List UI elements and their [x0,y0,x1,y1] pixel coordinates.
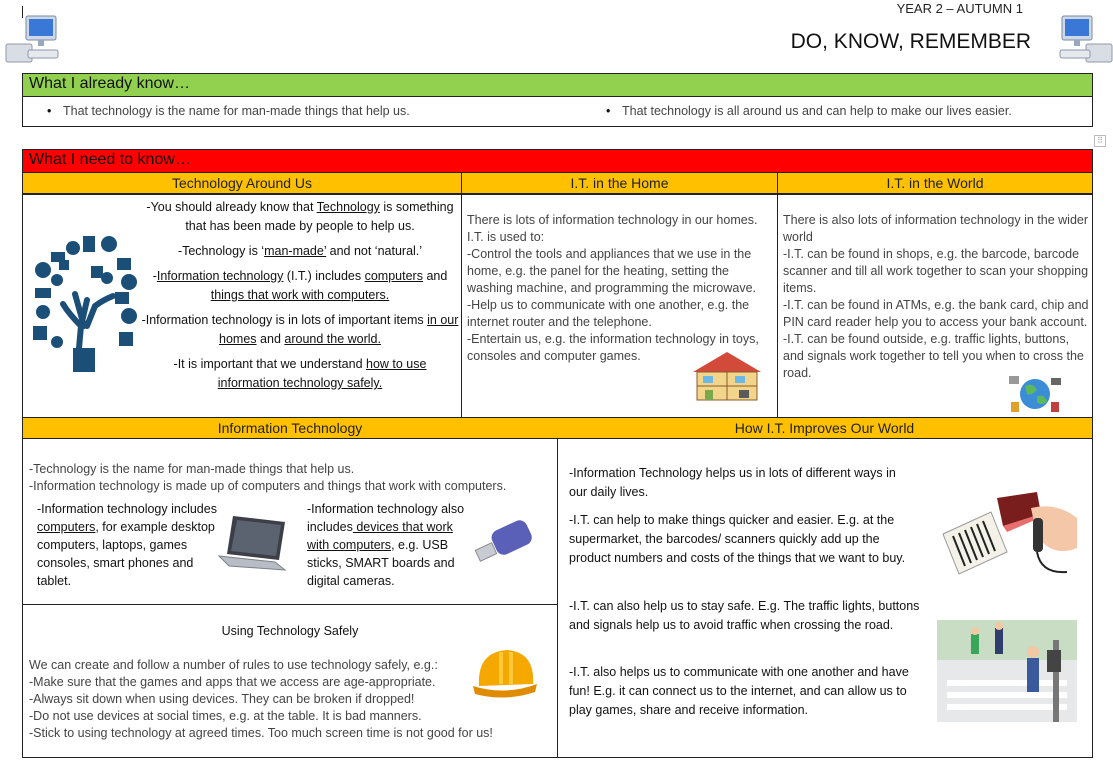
info-tech-section [22,417,558,605]
technology-tree-icon [29,230,141,372]
world-text: There is also lots of information technology in the wider world -I.T. can be found in shops, e.g. the barcode, barcode scanner and till all work together to scan your shopping items. -I.T. can be found in ATMs, e.g. the bank card, chip and PIN card reader help you to access your bank account. -I.T. can be found outside, e.g. traffic lights, buttons, and signals work together to tell you when to cross the road. [783,213,1089,380]
already-know-section [22,73,1093,127]
improves-para-3: -I.T. can also help us to stay safe. E.g. The traffic lights, buttons and signals help us to avoid traffic when crossing the road. [569,599,920,632]
globe-devices-icon [1007,372,1063,416]
usb-stick-icon [473,518,539,570]
info-tech-intro: -Technology is the name for man-made things that help us. -Information technology is made up of computers and things that work with computers. [29,462,507,493]
already-know-bullet-2: • That technology is all around us and can help to make our lives easier. [606,103,1012,120]
home-text: There is lots of information technology in our homes. I.T. is used to: -Control the tools and appliances that we use in the home, e.g. the panel for the heating, setting the washing machine, and programming the microwave. -Help us to communicate with one another, e.g. the internet router and the telephone. -Entertain us, e.g. the information technology in toys, consoles and computer games. [467,213,759,363]
around-us-text: -You should already know that Technology is something that has been made by people to help us. -Technology is ‘man-made’ and not ‘natural.’ -Information technology (I.T.) includes computers and things that work with computers. -Information technology is in lots of important items in our homes and around the world. -It is important that we understand how to use information technology safely. [141,200,459,390]
year-term: YEAR 2 – AUTUMN 1 [896,1,1023,16]
already-know-bullet-1: • That technology is the name for man-made things that help us. [47,103,410,120]
col-heading-home: I.T. in the Home [462,173,777,194]
safety-rules: We can create and follow a number of rules to use technology safely, e.g.: -Make sure that the games and apps that we access are age-appropriate. -Always sit down when using devices. They can be broken if dropped! -Do not use devices at social times, e.g. at the table. It is bad manners. -Stick to using technology at agreed times. Too much screen time is not good for us! [29,658,493,740]
need-to-know-section [22,149,1093,418]
traffic-crossing-illustration [937,620,1077,722]
info-tech-computers: -Information technology includes computers, for example desktop computers, laptops, games consoles, smart phones and tablet. [37,502,217,588]
improves-para-4: -I.T. also helps us to communicate with one another and have fun! E.g. it can connect us to the internet, and can allow us to play games, share and receive information. [569,665,909,717]
col-heading-world: I.T. in the World [778,173,1092,194]
table-move-handle[interactable]: ⠿ [1094,135,1106,147]
safety-section [22,604,558,758]
already-know-title: What I already know… [23,74,1092,97]
barcode-scanner-illustration [937,488,1083,578]
info-tech-devices: -Information technology also includes devices that work with computers, e.g. USB sticks, SMART boards and digital cameras. [307,502,465,588]
info-tech-heading: Information Technology [23,418,557,439]
computer-icon-left [4,14,64,69]
improves-heading: How I.T. Improves Our World [557,418,1092,439]
safety-heading: Using Technology Safely [221,624,359,638]
laptop-icon [215,512,289,574]
page-title: DO, KNOW, REMEMBER [790,30,1031,53]
improves-section [557,417,1093,758]
improves-para-1: -Information Technology helps us in lots of different ways in our daily lives. [569,466,896,499]
col-heading-around-us: Technology Around Us [23,173,461,194]
safety-helmet-icon [471,644,539,704]
house-illustration [687,350,767,402]
computer-icon-right [1056,14,1113,69]
improves-para-2: -I.T. can help to make things quicker and easier. E.g. at the supermarket, the barcodes/ scanners quickly add up the product numbers and costs of the things that we want to buy. [569,513,906,565]
need-to-know-title: What I need to know… [23,150,1092,173]
